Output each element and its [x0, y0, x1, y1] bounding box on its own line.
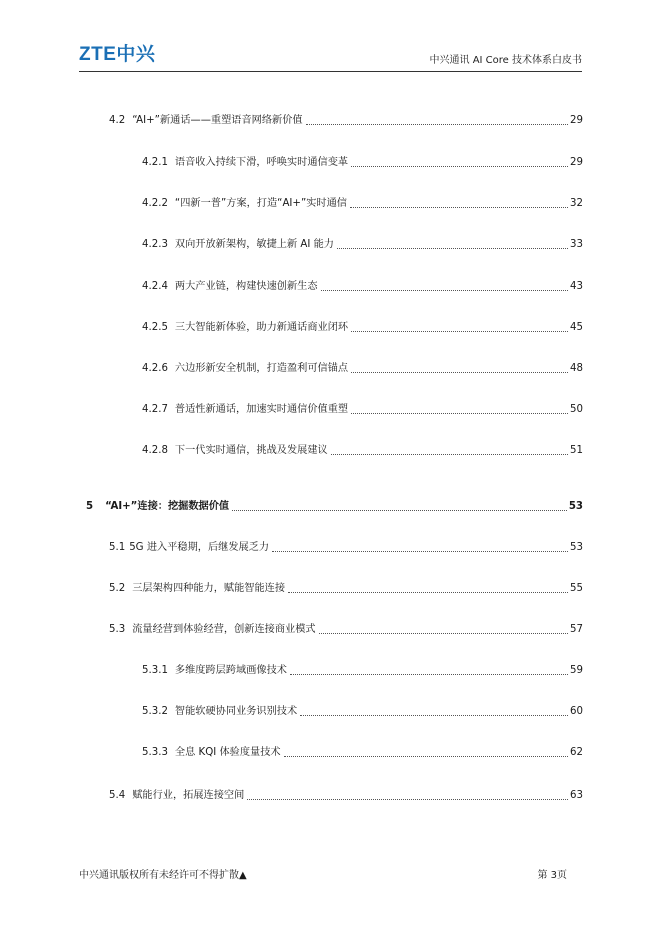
toc-entry-number: 4.2.8 [142, 445, 168, 456]
toc-entry[interactable] [142, 403, 583, 417]
toc-entry-page: 32 [570, 198, 583, 209]
toc-entry-page: 33 [570, 239, 583, 250]
toc-entry-page: 55 [570, 583, 583, 594]
toc-dot-leader [351, 412, 568, 414]
toc-entry-title: 流量经营到体验经营，创新连接商业模式 [132, 624, 316, 635]
toc-dot-leader [321, 289, 568, 291]
toc-entry-page: 48 [570, 363, 583, 374]
toc-entry[interactable] [109, 114, 583, 128]
document-title: 中兴通讯 AI Core 技术体系白皮书 [429, 55, 582, 66]
toc-dot-leader [290, 673, 568, 675]
toc-entry-title: “AI+”新通话——重塑语音网络新价值 [132, 115, 303, 126]
toc-entry-number: 5 [86, 501, 94, 512]
toc-entry-title: “四新一普”方案，打造“AI+”实时通信 [174, 198, 347, 209]
page-number: 第 3页 [537, 870, 567, 881]
toc-entry-title: 双向开放新架构，敏捷上新 AI 能力 [174, 239, 334, 250]
toc-entry[interactable] [109, 789, 583, 803]
toc-entry-title: 三大智能新体验，助力新通话商业闭环 [174, 322, 349, 333]
toc-entry-title: 5G 进入平稳期，后继发展乏力 [129, 542, 270, 553]
toc-entry-title: 下一代实时通信，挑战及发展建议 [174, 445, 328, 456]
toc-dot-leader [232, 509, 567, 511]
toc-entry-page: 59 [570, 665, 583, 676]
zte-logo-image [79, 42, 156, 65]
toc-entry-number: 4.2.7 [142, 404, 168, 415]
toc-entry[interactable] [142, 664, 583, 678]
toc-entry[interactable] [109, 582, 583, 596]
toc-entry[interactable] [109, 541, 583, 555]
toc-entry[interactable] [142, 444, 583, 458]
toc-entry-title: 六边形新安全机制，打造盈利可信锚点 [174, 363, 349, 374]
toc-dot-leader [247, 798, 568, 800]
toc-entry-page: 63 [570, 790, 583, 801]
toc-entry[interactable] [86, 500, 583, 514]
toc-entry-page: 43 [570, 281, 583, 292]
toc-entry-number: 5.3.1 [142, 665, 168, 676]
toc-entry-title: 语音收入持续下滑，呼唤实时通信变革 [174, 157, 349, 168]
toc-entry-page: 45 [570, 322, 583, 333]
toc-entry-number: 4.2.5 [142, 322, 168, 333]
toc-entry[interactable] [142, 705, 583, 719]
toc-entry-number: 5.3.3 [142, 747, 168, 758]
toc-dot-leader [351, 371, 568, 373]
toc-entry-title: 全息 KQI 体验度量技术 [174, 747, 281, 758]
toc-entry[interactable] [142, 321, 583, 335]
toc-entry-page: 60 [570, 706, 583, 717]
toc-entry-page: 29 [570, 157, 583, 168]
toc-dot-leader [306, 123, 568, 125]
toc-entry-number: 4.2.4 [142, 281, 168, 292]
toc-entry-title: 两大产业链，构建快速创新生态 [174, 281, 318, 292]
toc-entry[interactable] [142, 156, 583, 170]
toc-entry-number: 5.3 [109, 624, 126, 635]
toc-dot-leader [288, 591, 568, 593]
toc-dot-leader [284, 755, 568, 757]
toc-dot-leader [319, 632, 568, 634]
toc-entry-page: 53 [570, 542, 583, 553]
toc-entry-number: 4.2.1 [142, 157, 168, 168]
page-header [79, 40, 582, 72]
toc-entry-number: 5.2 [109, 583, 126, 594]
toc-dot-leader [351, 165, 568, 167]
toc-entry-number: 5.3.2 [142, 706, 168, 717]
toc-entry-page: 62 [570, 747, 583, 758]
toc-entry[interactable] [142, 746, 583, 760]
toc-entry[interactable] [142, 280, 583, 294]
toc-entry-number: 4.2.6 [142, 363, 168, 374]
toc-dot-leader [351, 330, 568, 332]
zte-logo [79, 42, 156, 68]
toc-dot-leader [350, 206, 568, 208]
toc-entry-title: 三层架构四种能力，赋能智能连接 [132, 583, 286, 594]
toc-entry-page: 53 [568, 501, 583, 512]
toc-entry-page: 29 [570, 115, 583, 126]
toc-entry[interactable] [142, 238, 583, 252]
toc-entry-title: 普适性新通话，加速实时通信价值重塑 [174, 404, 349, 415]
toc-dot-leader [272, 550, 568, 552]
toc-entry-title: 智能软硬协同业务识别技术 [174, 706, 298, 717]
logo-text: ZTE中兴 [79, 44, 156, 65]
toc-entry-number: 4.2 [109, 115, 126, 126]
toc-entry-title: 赋能行业，拓展连接空间 [132, 790, 245, 801]
toc-entry-number: 5.1 [109, 542, 126, 553]
toc-entry-number: 4.2.3 [142, 239, 168, 250]
toc-entry-title: 多维度跨层跨域画像技术 [174, 665, 287, 676]
toc-entry-title: “AI+”连接：挖掘数据价值 [105, 501, 230, 512]
toc-dot-leader [300, 714, 568, 716]
toc-dot-leader [337, 247, 568, 249]
toc-entry-number: 4.2.2 [142, 198, 168, 209]
toc-entry-number: 5.4 [109, 790, 126, 801]
copyright-notice: 中兴通讯版权所有未经许可不得扩散▲ [79, 870, 247, 881]
toc-entry-page: 57 [570, 624, 583, 635]
toc-entry[interactable] [142, 362, 583, 376]
toc-dot-leader [331, 453, 568, 455]
toc-entry[interactable] [142, 197, 583, 211]
toc-entry-page: 50 [570, 404, 583, 415]
toc-entry[interactable] [109, 623, 583, 637]
toc-entry-page: 51 [570, 445, 583, 456]
